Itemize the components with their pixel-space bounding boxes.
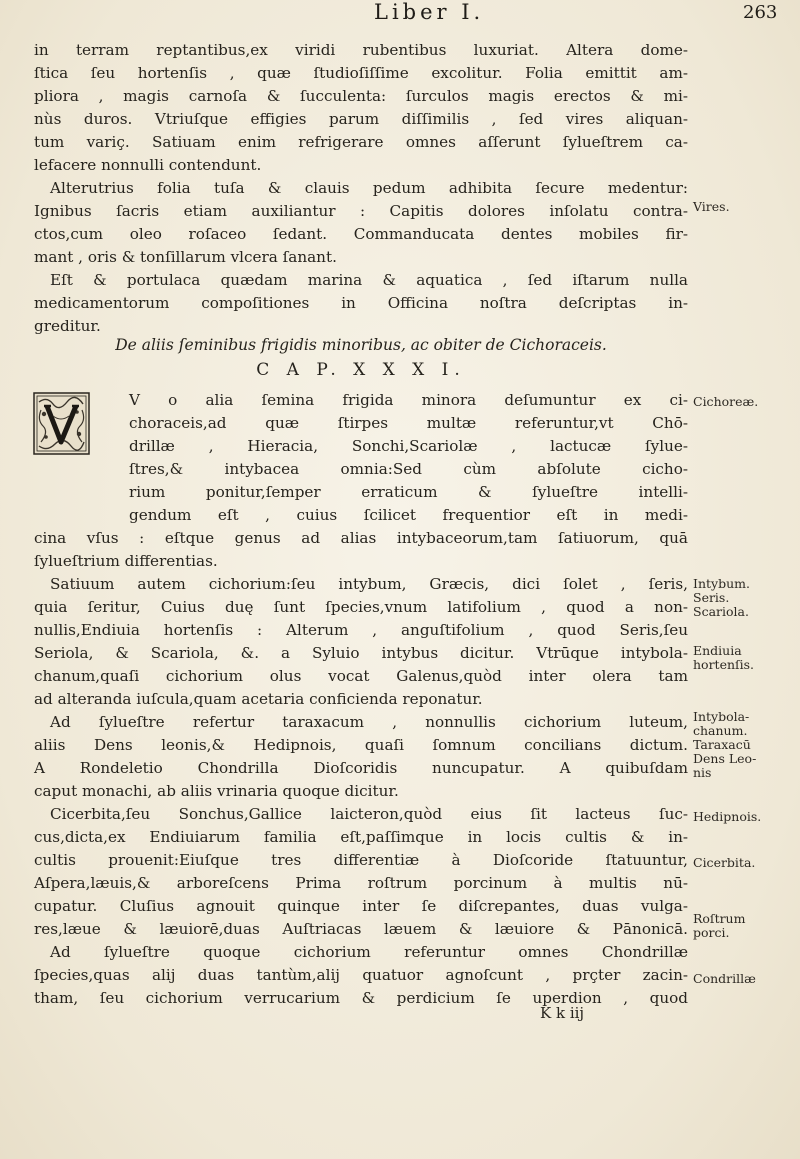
text-line: medicamentorum compoſitiones in Officina noſtra deſcriptas in- <box>34 294 688 312</box>
text-line: chanum,quaſi cichorium olus vocat Galenus,quòd inter olera tam <box>34 667 688 685</box>
text-line: tum variç. Satiuam enim refrigerare omnes aſſerunt ſylueſtrem ca- <box>34 133 688 151</box>
page-number: 263 <box>743 2 778 23</box>
text-line: lefacere nonnulli contendunt. <box>34 156 262 174</box>
text-line: choraceis,ad quæ ſtirpes multæ referuntur,vt Chō- <box>129 414 688 432</box>
chapter-number: C A P. X X X I. <box>256 360 466 380</box>
text-line: gendum eſt , cuius ſcilicet frequentior eſt in medi- <box>129 506 688 524</box>
text-line: Alterutrius folia tuſa & clauis pedum adhibita ſecure medentur: <box>50 179 688 197</box>
text-line: Satiuum autem cichorium:ſeu intybum, Græcis, dici ſolet , ſeris, <box>50 575 688 593</box>
text-line: Ignibus ſacris etiam auxiliantur : Capitis dolores inſolatu contra- <box>34 202 688 220</box>
margin-note: hortenſis. <box>693 657 755 672</box>
text-line: ad alteranda iuſcula,quam acetaria conficienda reponatur. <box>34 690 483 708</box>
signature-mark: K k iij <box>540 1004 585 1022</box>
ornament-icon <box>33 392 90 455</box>
margin-note: chanum. <box>693 723 748 738</box>
text-line: cina vſus : eſtque genus ad alias intybaceorum,tam ſatiuorum, quā <box>34 529 688 547</box>
margin-note: Cichoreæ. <box>693 394 759 409</box>
text-line: tham, ſeu cichorium verrucarium & perdicium ſe uperdion , quod <box>34 989 688 1007</box>
text-line: Seriola, & Scariola, &. a Syluio intybus dicitur. Vtrūque intybola- <box>34 644 688 662</box>
text-line: nullis,Endiuia hortenſis : Alterum , anguſtifolium , quod Seris,ſeu <box>34 621 688 639</box>
text-line: greditur. <box>34 317 101 335</box>
text-line: drillæ , Hieracia, Sonchi,Scariolæ , lactucæ ſylue- <box>129 437 688 455</box>
text-line: A Rondeletio Chondrilla Dioſcoridis nuncupatur. A quibuſdam <box>34 759 688 777</box>
margin-note: Taraxacū <box>693 737 751 752</box>
margin-note: Condrillæ <box>693 971 756 986</box>
margin-note: porci. <box>693 925 730 940</box>
margin-note: Intybola- <box>693 709 750 724</box>
margin-note: Hedipnois. <box>693 809 762 824</box>
margin-note: Dens Leo- <box>693 751 757 766</box>
decorative-initial-v <box>33 392 90 455</box>
text-line: V o alia ſemina frigida minora deſumuntur ex ci- <box>129 391 688 409</box>
text-line: Cicerbita,ſeu Sonchus,Gallice laicteron,quòd eius ſit lacteus ſuc- <box>50 805 688 823</box>
text-line: caput monachi, ab aliis vrinaria quoque dicitur. <box>34 782 399 800</box>
running-head <box>0 0 800 30</box>
text-line: cupatur. Cluſius agnouit quinque inter ſe diſcrepantes, duas vulga- <box>34 897 688 915</box>
margin-note: nis <box>693 765 712 780</box>
margin-note: Seris. <box>693 590 730 605</box>
text-line: ſylueſtrium differentias. <box>34 552 218 570</box>
text-line: Ad ſylueſtre refertur taraxacum , nonnullis cichorium luteum, <box>50 713 688 731</box>
text-line: in terram reptantibus,ex viridi rubentibus luxuriat. Altera dome- <box>34 41 688 59</box>
text-line: ſtres,& intybacea omnia:Sed cùm abſolute cicho- <box>129 460 688 478</box>
text-line: ſtica ſeu hortenſis , quæ ſtudioſiſſime excolitur. Folia emittit am- <box>34 64 688 82</box>
text-line: aliis Dens leonis,& Hedipnois, quaſi ſomnum concilians dictum. <box>34 736 688 754</box>
margin-note: Vires. <box>693 199 730 214</box>
text-line: nùs duros. Vtriuſque effigies parum diſſimilis , ſed vires aliquan- <box>34 110 688 128</box>
margin-note: Cicerbita. <box>693 855 756 870</box>
margin-note: Scariola. <box>693 604 749 619</box>
text-line: ſpecies,quas alij duas tantùm,alij quatuor agnoſcunt , prçter zacin- <box>34 966 688 984</box>
running-head-title: Liber I. <box>374 0 485 24</box>
text-line: Eſt & portulaca quædam marina & aquatica , ſed iſtarum nulla <box>50 271 688 289</box>
margin-note: Intybum. <box>693 576 750 591</box>
margin-note: Roſtrum <box>693 911 746 926</box>
text-line: rium ponitur,ſemper erraticum & ſylueſtre intelli- <box>129 483 688 501</box>
text-line: pliora , magis carnoſa & ſucculenta: ſurculos magis erectos & mi- <box>34 87 688 105</box>
text-line: Aſpera,læuis,& arboreſcens Prima roſtrum porcinum à multis nū- <box>34 874 688 892</box>
text-line: quia ſeritur, Cuius duę ſunt ſpecies,vnum latifolium , quod a non- <box>34 598 688 616</box>
text-line: mant , oris & tonſillarum vlcera ſanant. <box>34 248 337 266</box>
text-line: cus,dicta,ex Endiuiarum familia eſt,paſſimque in locis cultis & in- <box>34 828 688 846</box>
text-line: ctos,cum oleo roſaceo ſedant. Commanducata dentes mobiles fir- <box>34 225 688 243</box>
text-line: cultis prouenit:Eiuſque tres differentiæ à Dioſcoride ſtatuuntur, <box>34 851 688 869</box>
text-line: Ad ſylueſtre quoque cichorium referuntur omnes Chondrillæ <box>50 943 688 961</box>
text-line: res,læue & læuiorē,duas Auſtriacas læuem & læuiore & Pānonicā. <box>34 920 688 938</box>
margin-note: Endiuia <box>693 643 742 658</box>
chapter-subtitle: De aliis ſeminibus frigidis minoribus, ac obiter de Cichoraceis. <box>115 336 607 354</box>
